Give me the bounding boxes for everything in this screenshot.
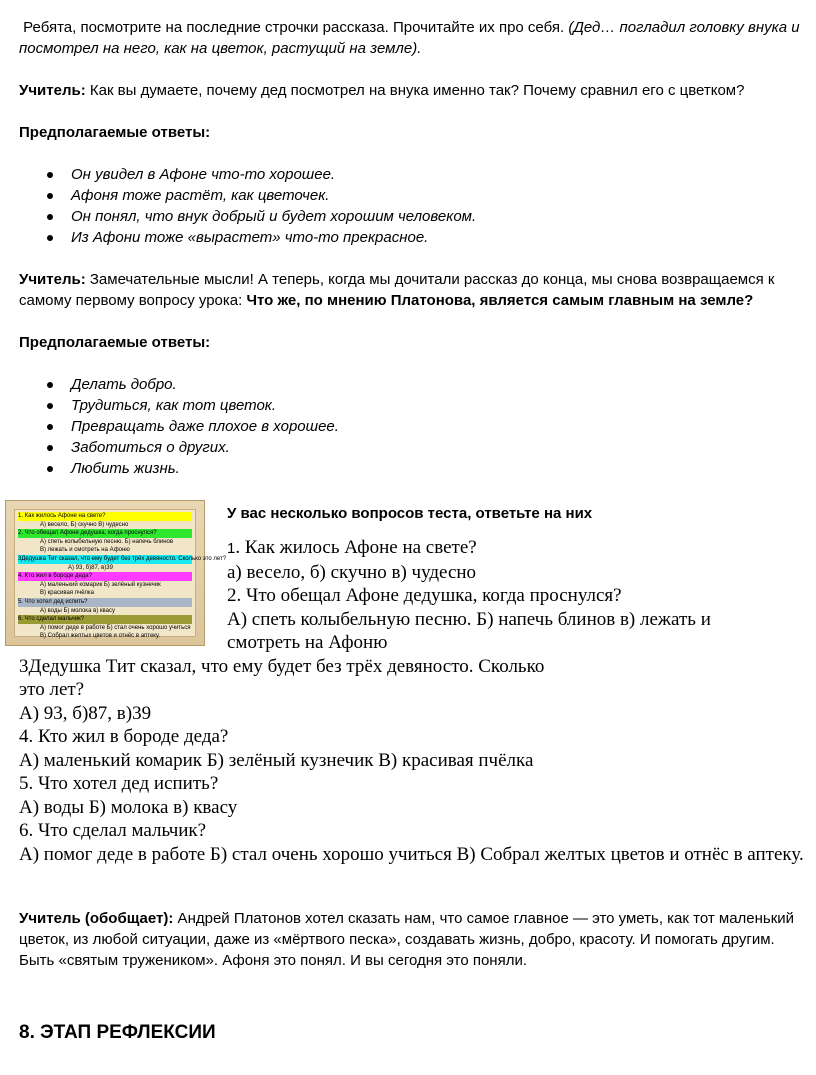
- list-item-text: Афоня тоже растёт, как цветочек.: [71, 187, 330, 204]
- slide-line: А) 93, б)87, в)39: [68, 564, 113, 571]
- intro-text: Ребята, посмотрите на последние строчки рассказа. Прочитайте их про себя.: [23, 19, 569, 36]
- bullet-icon: [47, 466, 53, 472]
- quiz-q4: 4. Кто жил в бороде деда?: [19, 726, 229, 747]
- slide-line: 6. Что сделал мальчик?: [18, 615, 192, 624]
- quiz-q6-answers: А) помог деде в работе Б) стал очень хорошо учиться В) Собрал желтых цветов и отнёс в аптеку.: [19, 843, 804, 865]
- teacher-label-1: Учитель:: [19, 82, 86, 99]
- list-item: [71, 185, 809, 206]
- bullet-icon: [47, 403, 53, 409]
- slide-line: В) Собрал желтых цветов и отнёс в аптеку.: [40, 633, 161, 640]
- teacher-question-1: [19, 80, 809, 101]
- slide-line: 4. Кто жил в бороде деда?: [18, 572, 192, 581]
- list-item: [71, 227, 809, 248]
- quiz-q2-answers-a: А) спеть колыбельную песню. Б) напечь блинов в) лежать и: [227, 608, 711, 630]
- bullet-icon: [47, 172, 53, 178]
- quiz-title: У вас несколько вопросов теста, ответьте на них: [227, 505, 593, 522]
- answers-heading-1: Предполагаемые ответы:: [19, 124, 211, 141]
- main-question: Что же, по мнению Платонова, является самым главным на земле?: [246, 292, 754, 309]
- quiz-q3-a: 3Дедушка Тит сказал, что ему будет без трёх девяносто. Сколько: [19, 655, 545, 677]
- document-page: [19, 17, 809, 1045]
- bullet-icon: [47, 445, 53, 451]
- bullet-icon: [47, 382, 53, 388]
- teacher-summary-text: Андрей Платонов хотел сказать нам, что самое главное — это уметь, как тот маленький цветок, из любой ситуации, даже из «мёртвого песка», создавать жизнь, добро, красоту. И помогать другим. Быть «святым тружеником». Афоня это понял. И вы сегодня это поняли.: [19, 910, 795, 969]
- intro-paragraph: [19, 17, 809, 59]
- slide-line: А) спеть колыбельную песню. Б) напечь блинов: [40, 538, 174, 545]
- quiz-slide-content: [14, 509, 227, 640]
- list-item: [71, 395, 809, 416]
- slide-line: А) помог деде в работе Б) стал очень хорошо учиться: [40, 624, 191, 631]
- teacher-summary: [19, 908, 809, 971]
- slide-line: А) весело, Б) скучно В) чудесно: [40, 521, 129, 528]
- slide-line: 1. Как жилось Афоне на свете?: [18, 512, 192, 521]
- slide-line: А) воды Б) молока в) квасу: [40, 607, 116, 614]
- list-item-text: Любить жизнь.: [71, 460, 180, 477]
- quiz-q3-b: это лет?: [19, 679, 85, 700]
- answers-list-1: [19, 164, 809, 248]
- list-item: [71, 206, 809, 227]
- quiz-q2: 2. Что обещал Афоне дедушка, когда проснулся?: [227, 585, 622, 606]
- answers-heading-2: Предполагаемые ответы:: [19, 334, 211, 351]
- list-item-text: Он понял, что внук добрый и будет хорошим человеком.: [71, 208, 477, 225]
- teacher-label-2: Учитель:: [19, 271, 86, 288]
- bullet-icon: [47, 235, 53, 241]
- list-item-text: Превращать даже плохое в хорошее.: [71, 418, 339, 435]
- slide-line: В) красивая пчёлка: [40, 590, 94, 597]
- intro-quote: (Дед… погладил головку внука и посмотрел на него, как на цветок, растущий на земле).: [19, 19, 800, 57]
- bullet-icon: [47, 424, 53, 430]
- slide-line: 5. Что хотел дед испить?: [18, 598, 192, 607]
- list-item: [71, 164, 809, 185]
- list-item: [71, 416, 809, 437]
- quiz-q3-answers: А) 93, б)87, в)39: [19, 702, 152, 724]
- teacher-question-2-text: Замечательные мысли! А теперь, когда мы дочитали рассказ до конца, мы снова возвращаемся к самому первому вопросу урока:: [19, 271, 775, 309]
- bullet-icon: [47, 193, 53, 199]
- quiz-q5: 5. Что хотел дед испить?: [19, 773, 219, 794]
- teacher-question-1-text: Как вы думаете, почему дед посмотрел на внука именно так? Почему сравнил его с цветком?: [85, 82, 745, 99]
- stage-heading: 8. ЭТАП РЕФЛЕКСИИ: [19, 1022, 216, 1043]
- slide-line: А) маленький комарик Б) зелёный кузнечик: [40, 581, 161, 588]
- quiz-q5-answers: А) воды Б) молока в) квасу: [19, 796, 238, 818]
- list-item-text: Делать добро.: [71, 376, 177, 393]
- list-item-text: Из Афони тоже «вырастет» что-то прекрасное.: [71, 229, 429, 246]
- teacher-question-2: [19, 269, 809, 311]
- quiz-q2-answers-b: смотреть на Афоню: [227, 632, 388, 653]
- quiz-q1-number: 1: [227, 540, 236, 557]
- quiz-slide-image: [5, 500, 227, 646]
- quiz-q1-text: . Как жилось Афоне на свете?: [235, 537, 477, 558]
- slide-line: В) лежать и смотреть на Афоню: [40, 547, 130, 554]
- quiz-section: [19, 500, 809, 866]
- bullet-icon: [47, 214, 53, 220]
- list-item-text: Трудиться, как тот цветок.: [71, 397, 277, 414]
- teacher-summary-label: Учитель (обобщает):: [19, 910, 174, 927]
- answers-list-2: [19, 374, 809, 479]
- quiz-q1-answers: а) весело, б) скучно в) чудесно: [227, 561, 477, 583]
- list-item: [71, 458, 809, 479]
- list-item-text: Заботиться о других.: [71, 439, 230, 456]
- list-item-text: Он увидел в Афоне что-то хорошее.: [71, 166, 336, 183]
- quiz-q4-answers: А) маленький комарик Б) зелёный кузнечик В) красивая пчёлка: [19, 749, 534, 771]
- quiz-q6: 6. Что сделал мальчик?: [19, 820, 207, 841]
- list-item: [71, 374, 809, 395]
- slide-line: 2. Что обещал Афоне дедушка, когда проснулся?: [18, 529, 192, 538]
- slide-line: 3Дедушка Тит сказал, что ему будет без трёх девяносто. Сколько это лет?: [18, 555, 227, 562]
- list-item: [71, 437, 809, 458]
